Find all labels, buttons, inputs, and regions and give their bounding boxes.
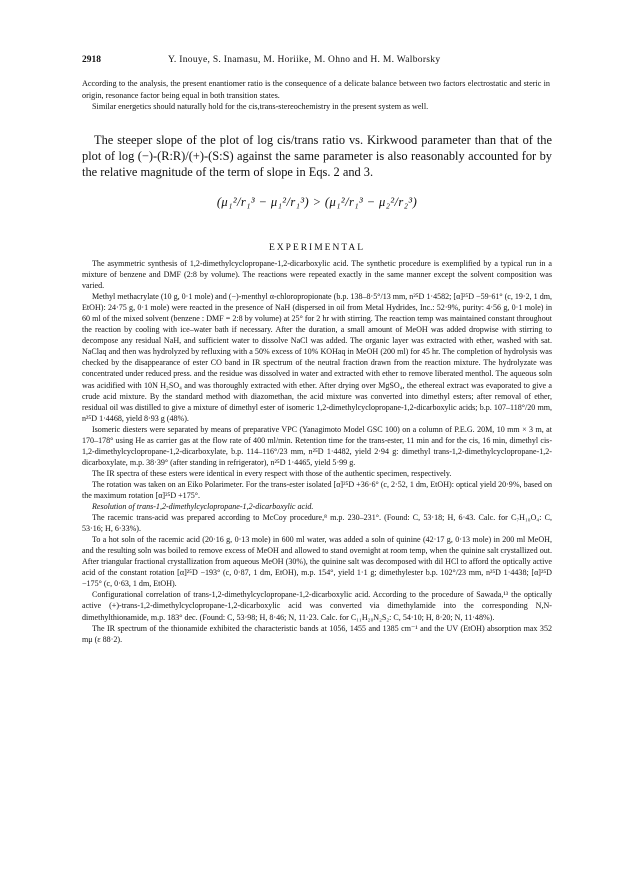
dipole-inequality-equation: (μ₁²/r₁³ − μ₁²/r₁³) > (μ₁²/r₁³ − μ₂²/r₂³)	[216, 195, 418, 209]
experimental-paragraph: The rotation was taken on an Eiko Polarimeter. For the trans-ester isolated [α]²⁵D +36·6° (c, 2·52, 1 dm, EtOH): optical yield 20·9%, based on the maximum rotation [α]²⁵D +175°.	[82, 479, 552, 500]
experimental-paragraph: The IR spectra of these esters were identical in every respect with those of the authentic specimen, respectively.	[92, 468, 452, 478]
subsection-title: Resolution of trans-1,2-dimethylcyclopropane-1,2-dicarboxylic acid.	[92, 502, 314, 512]
experimental-paragraph: Configurational correlation of trans-1,2-dimethylcyclopropane-1,2-dicarboxylic acid. According to the procedure of Sawada,¹³ the optically active (+)-trans-1,2-dimethylcyclopropane-1,2-dicarboxylic acid was converted via dimethylamide into the corresponding N,N-dimethylthionamide, m.p. 183° dec. (Found: C, 53·98; H, 8·46; N, 11·23. Calc. for C₁₁H₂₀N₂S₂: C, 54·10; H, 8·20; N, 11·48%).	[82, 590, 552, 622]
experimental-paragraph: Isomeric diesters were separated by means of preparative VPC (Yanagimoto Model GSC 100) on a column of P.E.G. 20M, 10 mm × 3 m, at 170–178° using He as carrier gas at the flow rate of 400 ml/min. Retention time for the trans-ester, 11 min and for the cis, 16 min, dimethyl cis-1,2-dimethylcyclopropane-1,2-dicarboxylate, b.p. 114–116°/23 mm, n²⁵D 1·4482, yield 2·94 g: dimethyl trans-1,2-dimethylcyclopropane-1,2-dicarboxylate, m.p. 38·39° (after standing in refrigerator), n²⁵D 1·4465, yield 5·99 g.	[82, 424, 552, 467]
experimental-paragraph: Methyl methacrylate (10 g, 0·1 mole) and (−)-menthyl α-chloropropionate (b.p. 138–8·5°/13 mm, n²⁵D 1·4582; [α]²⁵D −59·61° (c, 19·2, 1 dm, EtOH): 24·75 g, 0·1 mole) were reacted in the presence of NaH (dispersed in oil from Metal Hydrides, Inc.: 52·9%, purity: 4·56 g, 0·1 mole) in 60 ml of the mixed solvent (benzene : DMF = 2:8 by volume) at 25° for 2 hr with stirring. The reaction temp was maintained constant throughout the reaction by cooling with ice–water bath if necessary. After the duration, a small amount of MeOH was added dropwise with stirring to decompose any residual NaH, and sufficient water to dissolve NaCl was added. The organic layer was extracted with ether, washed with sat. NaClaq and then was hydrolyzed by refluxing with a 50% excess of 10% KOHaq in MeOH (200 ml) for 45 hr. The completion of hydrolysis was checked by the disappearance of ester CO band in IR spectrum of the neutral fraction drawn from the reaction mixture. The hydrolyzate was concentrated under reduced press. and the residue was dissolved in water and extracted with ether to remove liberated menthol. The aqueous soln was acidified with 10N H₂SO₄ and was thoroughly extracted with ether. After drying over MgSO₄, the ethereal extract was evaporated to give a crude acid mixture. By the standard method with diazomethan, the acid mixture was converted into dimethyl esters; after removal of ether, residual oil was distilled to give a mixture of dimethyl ester of isomeric 1,2-dimethylcyclopropane-1,2-dicarboxylic acids; b.p. 107–118°/20 mm, n²⁵D 1·4468, yield 8·93 g (48%).	[82, 292, 552, 423]
section-heading-experimental: EXPERIMENTAL	[268, 243, 366, 253]
page-number: 2918	[82, 55, 101, 65]
experimental-section	[82, 258, 552, 645]
experimental-paragraph: The racemic trans-acid was prepared according to McCoy procedure,⁸ m.p. 230–231°. (Found: C, 53·18; H, 6·43. Calc. for C₇H₁₀O₄: C, 53·16; H, 6·33%).	[82, 513, 552, 534]
slope-paragraph	[82, 132, 552, 180]
running-authors: Y. Inouye, S. Inamasu, M. Horiike, M. Ohno and H. M. Walborsky	[168, 55, 441, 65]
intro-paragraphs	[82, 78, 550, 113]
experimental-paragraph: The IR spectrum of the thionamide exhibited the characteristic bands at 1056, 1455 and 1385 cm⁻¹ and the UV (EtOH) absorption max 352 mμ (ε 88·2).	[82, 623, 552, 644]
slope-text: The steeper slope of the plot of log cis/trans ratio vs. Kirkwood parameter than that of the plot of log (−)-(R:R)/(+)-(S:S) against the same parameter is also reasonably accounted for by the relative magnitude of the term of slope in Eqs. 2 and 3.	[82, 133, 552, 179]
experimental-paragraph: The asymmetric synthesis of 1,2-dimethylcyclopropane-1,2-dicarboxylic acid. The synthetic procedure is exemplified by a typical run in a mixture of benzene and DMF (2:8 by volume). The reactions were repeated exactly in the same manner except the solvent composition was varied.	[82, 259, 552, 291]
intro-paragraph: According to the analysis, the present enantiomer ratio is the consequence of a delicate balance between two factors electrostatic and steric in origin, resonance factor being equal in both transition states.	[82, 79, 550, 100]
experimental-paragraph: To a hot soln of the racemic acid (20·16 g, 0·13 mole) in 600 ml water, was added a soln of quinine (42·17 g, 0·13 mole) in 200 ml MeOH, and the resulting soln was boiled to remove excess of MeOH and allowed to stand overnight at room temp, when the quinine salt crystallized out. After triangular fractional crystallization from aqueous MeOH (30%), the quinine salt was decomposed with dil HCl to afford the optically active acid of the constant rotation [α]²⁵D −193° (c, 0·87, 1 dm, EtOH), m.p. 154°, yield 1·1 g; dimethylester b.p. 102°/23 mm, n²⁵D 1·4438; [α]²⁵D −175° (c, 0·63, 1 dm, EtOH).	[82, 535, 552, 589]
intro-paragraph: Similar energetics should naturally hold for the cis,trans-stereochemistry in the present system as well.	[92, 102, 429, 111]
running-header	[82, 55, 550, 69]
